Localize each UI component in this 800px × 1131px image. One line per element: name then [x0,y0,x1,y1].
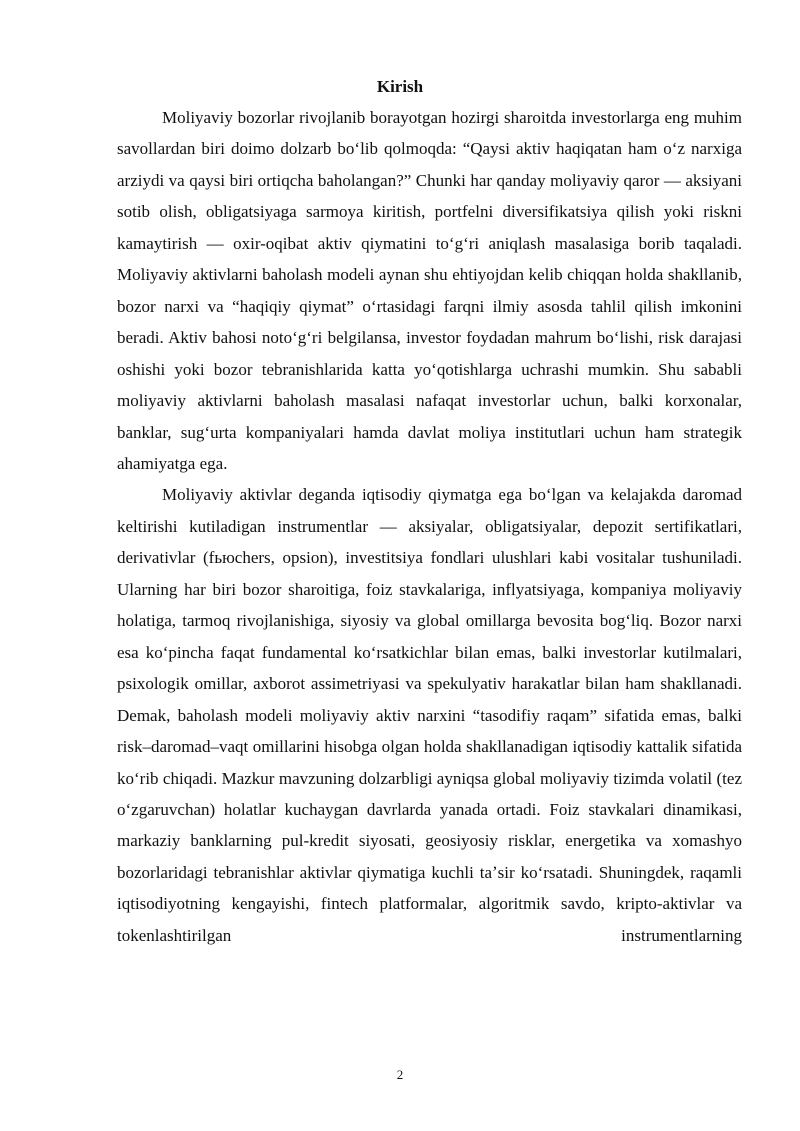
page-number: 2 [396,1067,404,1082]
body-text [117,102,742,951]
paragraph-2: Moliyaviy aktivlar deganda iqtisodiy qiymatga ega boʻlgan va kelajakda daromad keltirishi kutiladigan instrumentlar — aksiyalar, obligatsiyalar, depozit sertifikatlari, derivativlar (fьюchers, opsion), investitsiya fondlari ulushlari kabi vositalar tushuniladi. Ularning har biri bozor sharoitiga, foiz stavkalariga, inflyatsiyaga, kompaniya moliyaviy holatiga, tarmoq rivojlanishiga, siyosiy va global omillarga bevosita bogʻliq. Bozor narxi esa koʻpincha faqat fundamental koʻrsatkichlar bilan emas, balki investorlar kutilmalari, psixologik omillar, axborot assimetriyasi va spekulyativ harakatlar bilan ham shakllanadi. Demak, baholash modeli moliyaviy aktiv narxini “tasodifiy raqam” sifatida emas, balki risk–daromad–vaqt omillarini hisobga olgan holda shakllanadigan iqtisodiy kattalik sifatida koʻrib chiqadi. Mazkur mavzuning dolzarbligi ayniqsa global moliyaviy tizimda volatil (tez oʻzgaruvchan) holatlar kuchaygan davrlarda yanada ortadi. Foiz stavkalari dinamikasi, markaziy banklarning pul-kredit siyosati, geosiyosiy risklar, energetika va xomashyo bozorlaridagi tebranishlar aktivlar qiymatiga kuchli taʼsir koʻrsatadi. Shuningdek, raqamli iqtisodiyotning kengayishi, fintech platformalar, algoritmik savdo, kripto-aktivlar va tokenlashtirilgan instrumentlarning [117,485,742,945]
section-title: Kirish [376,77,424,96]
paragraph-1: Moliyaviy bozorlar rivojlanib borayotgan hozirgi sharoitda investorlarga eng muhim savollardan biri doimo dolzarb boʻlib qolmoqda: “Qaysi aktiv haqiqatan ham oʻz narxiga arziydi va qaysi biri ortiqcha baholangan?” Chunki har qanday moliyaviy qaror — aksiyani sotib olish, obligatsiyaga sarmoya kiritish, portfelni diversifikatsiya qilish yoki riskni kamaytirish — oxir-oqibat aktiv qiymatini toʻgʻri aniqlash masalasiga borib taqaladi. Moliyaviy aktivlarni baholash modeli aynan shu ehtiyojdan kelib chiqqan holda shakllanib, bozor narxi va “haqiqiy qiymat” oʻrtasidagi farqni ilmiy asosda tahlil qilish imkonini beradi. Aktiv bahosi notoʻgʻri belgilansa, investor foydadan mahrum boʻlishi, risk darajasi oshishi yoki bozor tebranishlarida katta yoʻqotishlarga uchrashi mumkin. Shu sababli moliyaviy aktivlarni baholash masalasi nafaqat investorlar uchun, balki korxonalar, banklar, sugʻurta kompaniyalari hamda davlat moliya institutlari uchun ham strategik ahamiyatga ega. [117,108,742,473]
